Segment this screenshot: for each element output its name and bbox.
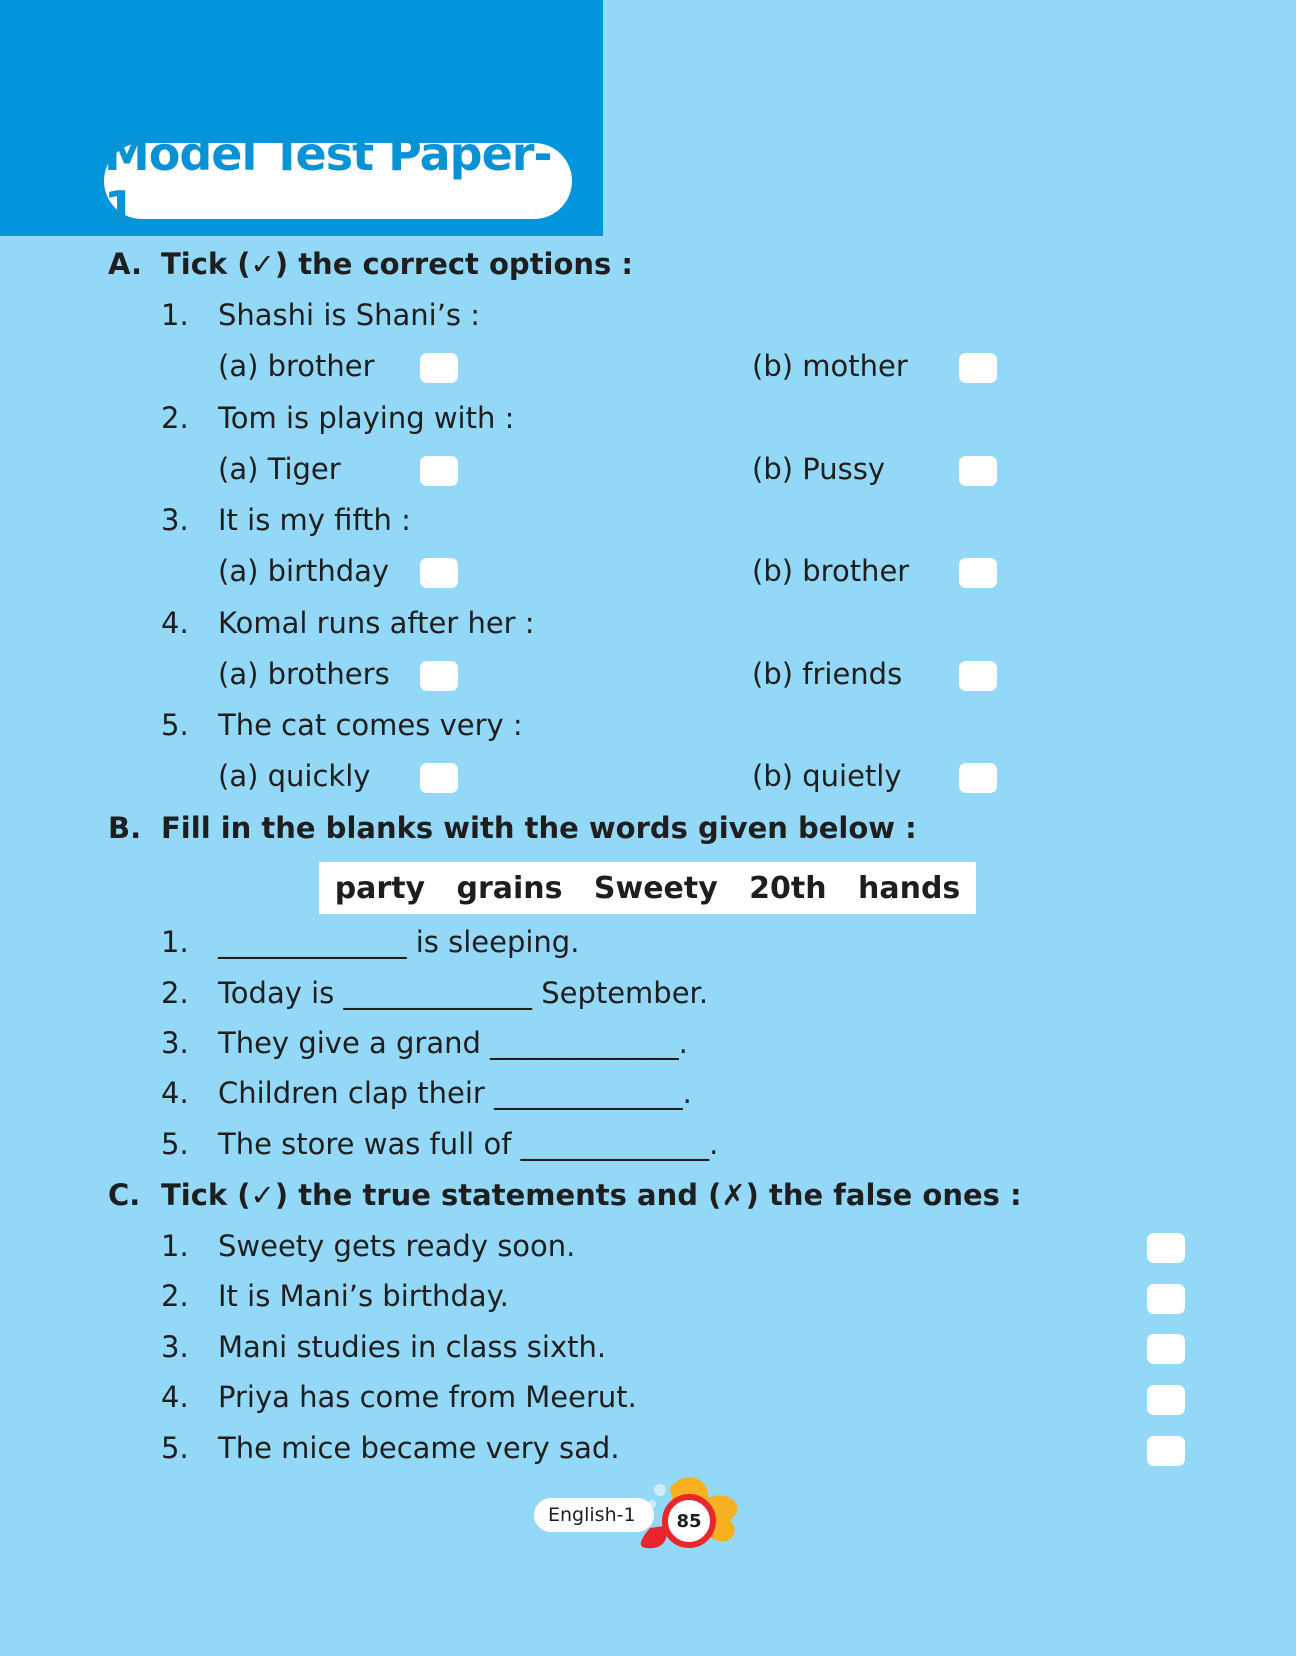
word-bank-item: hands	[858, 870, 961, 906]
question-number: 2.	[161, 401, 189, 435]
blank-number: 2.	[161, 976, 189, 1010]
question-text: It is my fifth :	[218, 503, 411, 537]
tick-box[interactable]	[420, 456, 458, 486]
statement-text: The mice became very sad.	[218, 1431, 620, 1465]
section-c-letter: C.	[108, 1178, 141, 1212]
statement-text: Sweety gets ready soon.	[218, 1229, 576, 1263]
option-a: (a) Tiger	[218, 452, 341, 486]
question-text: Tom is playing with :	[218, 401, 515, 435]
statement-text: Priya has come from Meerut.	[218, 1380, 637, 1414]
tick-box[interactable]	[420, 763, 458, 793]
statement-number: 5.	[161, 1431, 189, 1465]
bubble-shape	[654, 1484, 666, 1496]
title-pill	[104, 127, 572, 235]
blank-number: 4.	[161, 1076, 189, 1110]
word-bank-item: party	[334, 870, 426, 906]
word-bank	[319, 862, 976, 914]
section-b-letter: B.	[108, 811, 142, 845]
blank-number: 5.	[161, 1127, 189, 1161]
tick-box[interactable]	[959, 456, 997, 486]
tick-box[interactable]	[959, 763, 997, 793]
option-b: (b) friends	[752, 657, 903, 691]
true-false-box[interactable]	[1147, 1233, 1185, 1263]
question-text: Shashi is Shani’s :	[218, 298, 481, 332]
footer-book-label	[534, 1498, 654, 1532]
option-b: (b) brother	[752, 554, 910, 588]
option-a: (a) birthday	[218, 554, 390, 588]
statement-number: 4.	[161, 1380, 189, 1414]
option-b: (b) Pussy	[752, 452, 885, 486]
tick-box[interactable]	[420, 661, 458, 691]
tick-box[interactable]	[420, 353, 458, 383]
option-a: (a) brothers	[218, 657, 390, 691]
section-c-heading: Tick (✓) the true statements and (✗) the false ones :	[161, 1178, 1022, 1212]
blank-sentence: Children clap their _____________.	[218, 1076, 692, 1110]
true-false-box[interactable]	[1147, 1334, 1185, 1364]
tick-box[interactable]	[959, 558, 997, 588]
section-a-letter: A.	[108, 247, 142, 281]
blank-sentence: The store was full of _____________.	[218, 1127, 719, 1161]
true-false-box[interactable]	[1147, 1436, 1185, 1466]
statement-text: It is Mani’s birthday.	[218, 1279, 509, 1313]
question-number: 1.	[161, 298, 189, 332]
blank-sentence: Today is _____________ September.	[218, 976, 709, 1010]
question-number: 3.	[161, 503, 189, 537]
statement-number: 3.	[161, 1330, 189, 1364]
blank-number: 1.	[161, 925, 189, 959]
option-a: (a) brother	[218, 349, 375, 383]
question-number: 4.	[161, 606, 189, 640]
word-bank-item: 20th	[749, 870, 827, 906]
word-bank-item: grains	[456, 870, 563, 906]
section-a-heading: Tick (✓) the correct options :	[161, 247, 634, 281]
option-b: (b) quietly	[752, 759, 902, 793]
page-title: Model Test Paper-1	[104, 127, 552, 235]
statement-number: 2.	[161, 1279, 189, 1313]
true-false-box[interactable]	[1147, 1284, 1185, 1314]
question-text: The cat comes very :	[218, 708, 523, 742]
tick-box[interactable]	[959, 353, 997, 383]
tick-box[interactable]	[420, 558, 458, 588]
page-number: 85	[676, 1510, 702, 1532]
option-a: (a) quickly	[218, 759, 371, 793]
question-text: Komal runs after her :	[218, 606, 535, 640]
question-number: 5.	[161, 708, 189, 742]
true-false-box[interactable]	[1147, 1385, 1185, 1415]
statement-text: Mani studies in class sixth.	[218, 1330, 607, 1364]
section-b-heading: Fill in the blanks with the words given below :	[161, 811, 917, 845]
blank-sentence: _____________ is sleeping.	[218, 925, 580, 959]
tick-box[interactable]	[959, 661, 997, 691]
statement-number: 1.	[161, 1229, 189, 1263]
blank-number: 3.	[161, 1026, 189, 1060]
blank-sentence: They give a grand _____________.	[218, 1026, 688, 1060]
word-bank-item: Sweety	[593, 870, 718, 906]
page-number-badge	[662, 1494, 716, 1548]
book-name: English-1	[548, 1504, 636, 1526]
option-b: (b) mother	[752, 349, 908, 383]
